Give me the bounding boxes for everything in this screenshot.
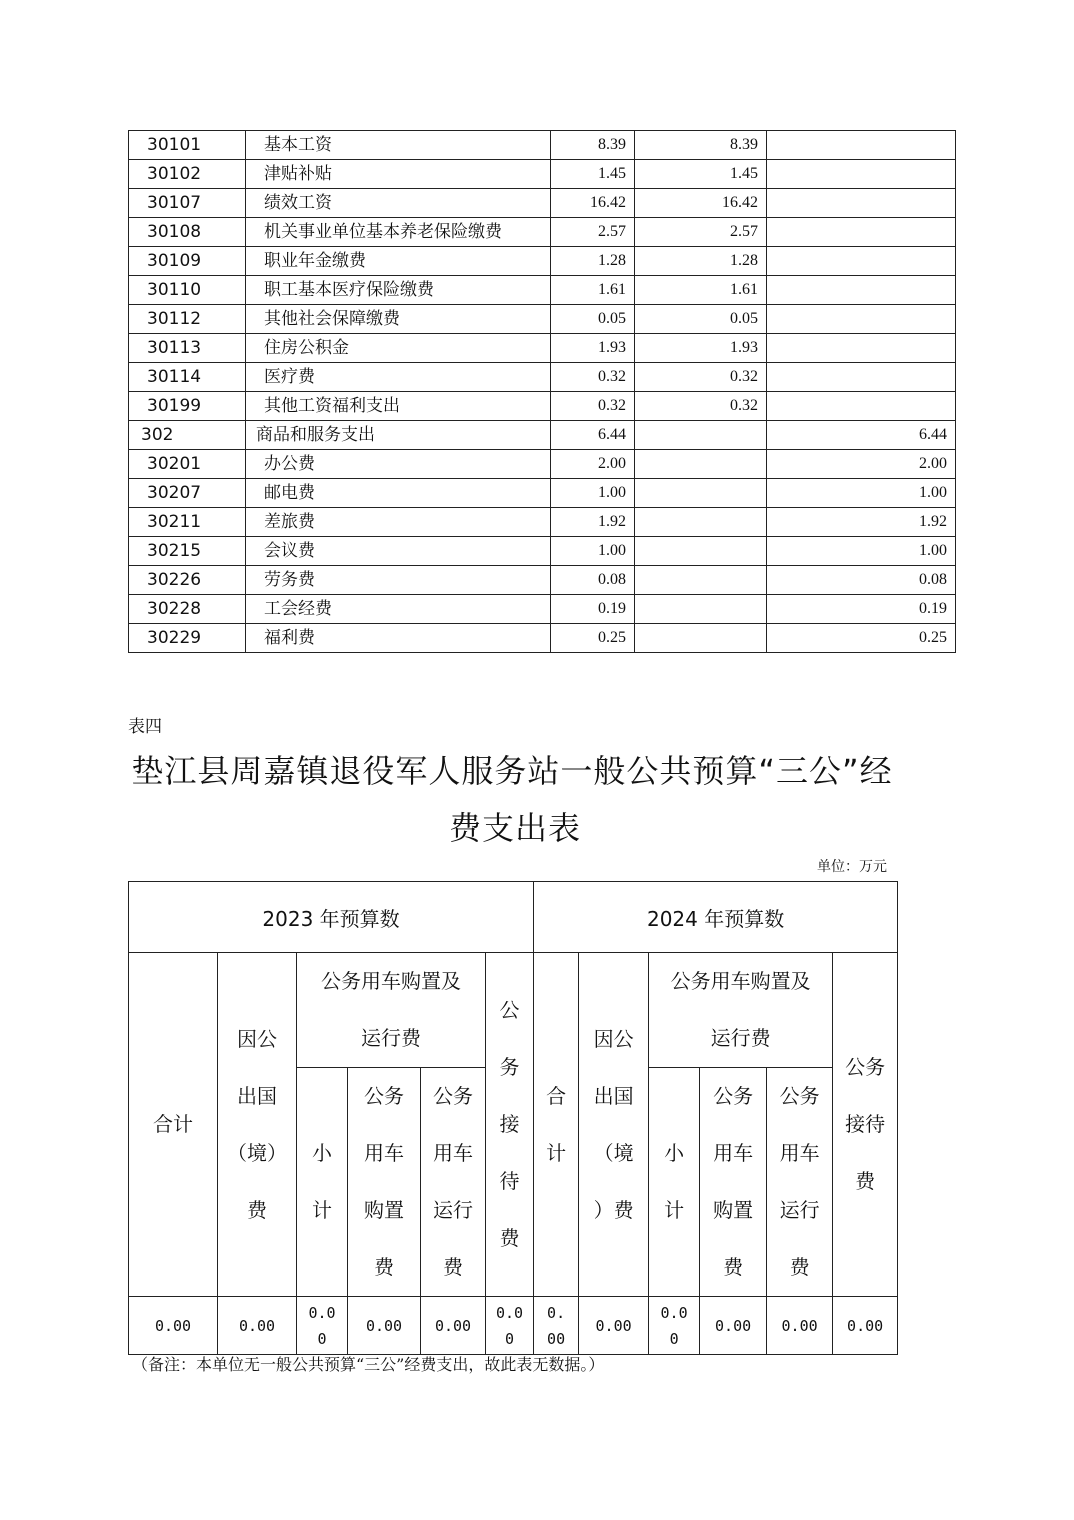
- table-row: [129, 421, 956, 450]
- cell-total: 6.44: [551, 421, 635, 450]
- cell-line: 计: [546, 1140, 567, 1165]
- cell-project: 2.00: [767, 450, 956, 479]
- cell-code: 30110: [129, 276, 246, 305]
- cell-project: 1.92: [767, 508, 956, 537]
- cell-name: 福利费: [246, 624, 551, 653]
- table-row: [129, 247, 956, 276]
- cell-total: 1.00: [551, 479, 635, 508]
- cell-line: 0.: [547, 1303, 566, 1322]
- value-purchase-2023: 0.00: [348, 1297, 421, 1355]
- header-purchase-2024: [700, 1068, 767, 1297]
- cell-line: 费: [789, 1255, 810, 1279]
- cell-code: 30112: [129, 305, 246, 334]
- value-subtotal-2023: [297, 1297, 348, 1355]
- cell-line: 接待: [845, 1112, 886, 1136]
- cell-line: 费: [499, 1226, 520, 1250]
- table-row: [129, 334, 956, 363]
- cell-name: 医疗费: [246, 363, 551, 392]
- header-total-2023: 合计: [129, 953, 218, 1297]
- value-reception-2024: 0.00: [833, 1297, 898, 1355]
- cell-code: 30107: [129, 189, 246, 218]
- header-running-2023: [421, 1068, 486, 1297]
- header-reception-2023: [486, 953, 534, 1297]
- cell-project: 1.00: [767, 479, 956, 508]
- table-row: [129, 276, 956, 305]
- cell-total: 1.45: [551, 160, 635, 189]
- cell-code: 30113: [129, 334, 246, 363]
- cell-code: 30211: [129, 508, 246, 537]
- cell-line: 待: [499, 1169, 520, 1193]
- cell-line: 用车: [364, 1141, 404, 1165]
- cell-line: 公务: [845, 1055, 886, 1079]
- cell-name: 机关事业单位基本养老保险缴费: [246, 218, 551, 247]
- cell-line: 出国: [593, 1083, 634, 1108]
- cell-line: 用车: [433, 1141, 473, 1165]
- cell-line: 计: [312, 1198, 332, 1222]
- table-row: [129, 566, 956, 595]
- cell-basic: [635, 566, 767, 595]
- cell-project: [767, 131, 956, 160]
- cell-basic: [635, 595, 767, 624]
- table-row: [129, 218, 956, 247]
- cell-line: 用车: [713, 1141, 754, 1165]
- cell-line: 公务: [433, 1084, 473, 1108]
- cell-basic: [635, 479, 767, 508]
- cell-name: 差旅费: [246, 508, 551, 537]
- cell-basic: [635, 624, 767, 653]
- cell-line: 00: [547, 1329, 566, 1348]
- cell-total: 8.39: [551, 131, 635, 160]
- table-row: [129, 160, 956, 189]
- cell-project: 0.19: [767, 595, 956, 624]
- economic-classification-table: [128, 130, 956, 653]
- cell-project: [767, 247, 956, 276]
- cell-project: [767, 305, 956, 334]
- cell-basic: [635, 421, 767, 450]
- header-subtotal-2023: [297, 1068, 348, 1297]
- year-2023-header: 2023 年预算数: [129, 882, 534, 953]
- header-abroad-2023: [218, 953, 297, 1297]
- cell-project: [767, 218, 956, 247]
- value-running-2023: 0.00: [421, 1297, 486, 1355]
- cell-name: 职业年金缴费: [246, 247, 551, 276]
- cell-total: 0.32: [551, 392, 635, 421]
- value-total-2023: 0.00: [129, 1297, 218, 1355]
- table-row: [129, 508, 956, 537]
- unit-label: 单位：万元: [817, 860, 887, 875]
- cell-code: 30114: [129, 363, 246, 392]
- cell-basic: 2.57: [635, 218, 767, 247]
- cell-basic: [635, 450, 767, 479]
- three-public-expenses-table: [128, 881, 898, 1355]
- table-label: 表四: [128, 717, 162, 737]
- cell-total: 0.05: [551, 305, 635, 334]
- cell-line: 公务用车购置及: [670, 969, 811, 993]
- cell-line: 运行: [433, 1198, 473, 1222]
- cell-project: 0.08: [767, 566, 956, 595]
- cell-basic: 0.32: [635, 392, 767, 421]
- value-total-2024: [534, 1297, 579, 1355]
- cell-line: 购置: [364, 1198, 404, 1222]
- cell-line: 费: [443, 1255, 463, 1279]
- cell-name: 工会经费: [246, 595, 551, 624]
- cell-name: 劳务费: [246, 566, 551, 595]
- cell-line: 公: [499, 998, 520, 1022]
- cell-total: 0.08: [551, 566, 635, 595]
- cell-line: 运行费: [710, 1026, 771, 1050]
- cell-code: 30108: [129, 218, 246, 247]
- cell-line: 0: [505, 1329, 515, 1348]
- cell-total: 0.25: [551, 624, 635, 653]
- table-row: [129, 189, 956, 218]
- header-running-2024: [767, 1068, 833, 1297]
- cell-project: [767, 189, 956, 218]
- cell-name: 住房公积金: [246, 334, 551, 363]
- table-row: [129, 624, 956, 653]
- cell-project: [767, 334, 956, 363]
- cell-basic: 0.05: [635, 305, 767, 334]
- table-row: [129, 305, 956, 334]
- cell-line: 接: [499, 1112, 520, 1136]
- cell-line: 因公: [237, 1026, 277, 1051]
- cell-total: 1.28: [551, 247, 635, 276]
- table-row: [129, 450, 956, 479]
- cell-total: 1.00: [551, 537, 635, 566]
- cell-project: 6.44: [767, 421, 956, 450]
- cell-total: 2.57: [551, 218, 635, 247]
- cell-line: 小: [664, 1141, 685, 1165]
- table-row: [129, 363, 956, 392]
- value-abroad-2023: 0.00: [218, 1297, 297, 1355]
- cell-code: 30199: [129, 392, 246, 421]
- cell-name: 邮电费: [246, 479, 551, 508]
- cell-basic: [635, 537, 767, 566]
- cell-line: 因公: [593, 1026, 634, 1051]
- cell-project: [767, 392, 956, 421]
- cell-name: 会议费: [246, 537, 551, 566]
- economic-classification-body: [129, 131, 956, 653]
- cell-total: 1.92: [551, 508, 635, 537]
- cell-line: 公务: [779, 1084, 820, 1108]
- cell-line: （境: [593, 1140, 634, 1165]
- cell-basic: 1.93: [635, 334, 767, 363]
- value-abroad-2024: 0.00: [579, 1297, 649, 1355]
- cell-line: 费: [247, 1197, 267, 1222]
- cell-basic: 8.39: [635, 131, 767, 160]
- cell-line: 0.0: [308, 1303, 336, 1322]
- table-row: [129, 131, 956, 160]
- header-reception-2024: [833, 953, 898, 1297]
- table-row: [129, 392, 956, 421]
- cell-name: 办公费: [246, 450, 551, 479]
- cell-name: 职工基本医疗保险缴费: [246, 276, 551, 305]
- cell-code: 30215: [129, 537, 246, 566]
- cell-basic: 16.42: [635, 189, 767, 218]
- cell-name: 其他工资福利支出: [246, 392, 551, 421]
- cell-line: 公务用车购置及: [321, 969, 461, 993]
- value-subtotal-2024: [649, 1297, 700, 1355]
- cell-basic: 1.61: [635, 276, 767, 305]
- cell-code: 30101: [129, 131, 246, 160]
- cell-project: [767, 363, 956, 392]
- cell-project: 1.00: [767, 537, 956, 566]
- cell-basic: 1.28: [635, 247, 767, 276]
- cell-basic: 1.45: [635, 160, 767, 189]
- table-row: [129, 479, 956, 508]
- cell-line: 计: [664, 1198, 685, 1222]
- cell-line: 务: [499, 1055, 520, 1079]
- table-row: [129, 537, 956, 566]
- value-purchase-2024: 0.00: [700, 1297, 767, 1355]
- cell-project: [767, 160, 956, 189]
- cell-code: 30201: [129, 450, 246, 479]
- cell-total: 0.32: [551, 363, 635, 392]
- cell-line: 小: [312, 1141, 332, 1165]
- cell-line: ）费: [593, 1197, 634, 1222]
- cell-line: 购置: [713, 1198, 754, 1222]
- cell-line: 0: [669, 1329, 679, 1348]
- cell-code: 30207: [129, 479, 246, 508]
- cell-code: 30102: [129, 160, 246, 189]
- cell-total: 16.42: [551, 189, 635, 218]
- value-running-2024: 0.00: [767, 1297, 833, 1355]
- cell-code: 30229: [129, 624, 246, 653]
- cell-line: 运行: [779, 1198, 820, 1222]
- cell-line: 公务: [364, 1084, 404, 1108]
- cell-basic: 0.32: [635, 363, 767, 392]
- cell-code: 30228: [129, 595, 246, 624]
- header-abroad-2024: [579, 953, 649, 1297]
- cell-name: 绩效工资: [246, 189, 551, 218]
- footnote: （备注：本单位无一般公共预算“三公”经费支出，故此表无数据。）: [132, 1355, 605, 1374]
- cell-project: 0.25: [767, 624, 956, 653]
- cell-line: 合: [546, 1083, 567, 1108]
- cell-total: 2.00: [551, 450, 635, 479]
- cell-project: [767, 276, 956, 305]
- header-subtotal-2024: [649, 1068, 700, 1297]
- header-car-group-2024: [649, 953, 833, 1068]
- value-reception-2023: [486, 1297, 534, 1355]
- cell-line: 运行费: [361, 1026, 421, 1050]
- cell-line: （境）: [227, 1140, 287, 1165]
- cell-line: 费: [723, 1255, 744, 1279]
- cell-total: 0.19: [551, 595, 635, 624]
- table-title-line2: 费支出表: [448, 809, 581, 847]
- cell-total: 1.93: [551, 334, 635, 363]
- cell-line: 费: [374, 1255, 394, 1279]
- cell-code: 30109: [129, 247, 246, 276]
- header-car-group-2023: [297, 953, 486, 1068]
- table-title-line1: 垫江县周嘉镇退役军人服务站一般公共预算“三公”经: [131, 752, 893, 790]
- cell-name: 商品和服务支出: [246, 421, 551, 450]
- cell-line: 出国: [237, 1083, 277, 1108]
- cell-line: 用车: [779, 1141, 820, 1165]
- cell-line: 0.0: [660, 1303, 688, 1322]
- header-total-2024: [534, 953, 579, 1297]
- cell-basic: [635, 508, 767, 537]
- cell-line: 0.0: [495, 1303, 524, 1322]
- cell-line: 费: [855, 1169, 876, 1193]
- cell-code: 30226: [129, 566, 246, 595]
- cell-line: 公务: [713, 1084, 754, 1108]
- cell-code: 302: [129, 421, 246, 450]
- cell-name: 其他社会保障缴费: [246, 305, 551, 334]
- cell-line: 0: [317, 1329, 327, 1348]
- cell-name: 基本工资: [246, 131, 551, 160]
- table-row: [129, 595, 956, 624]
- cell-name: 津贴补贴: [246, 160, 551, 189]
- cell-total: 1.61: [551, 276, 635, 305]
- header-purchase-2023: [348, 1068, 421, 1297]
- year-2024-header: 2024 年预算数: [534, 882, 898, 953]
